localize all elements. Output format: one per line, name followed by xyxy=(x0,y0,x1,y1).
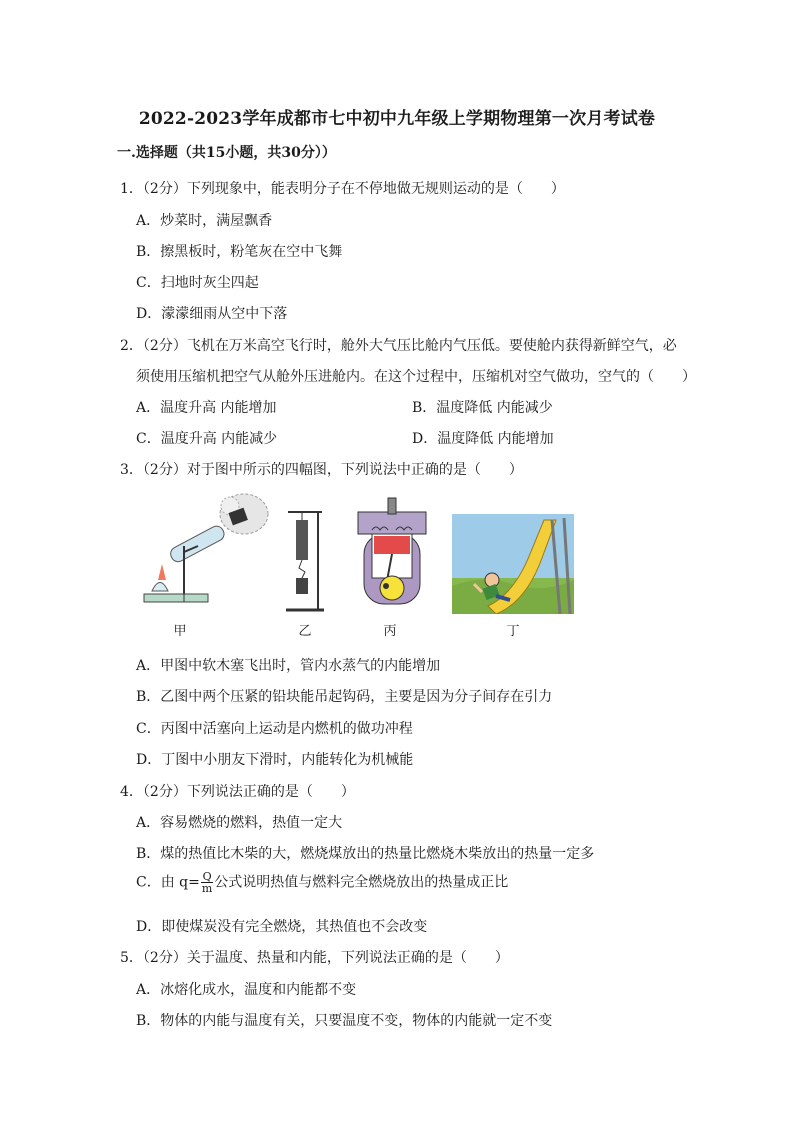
figure-ding-slide xyxy=(452,514,574,614)
question-3-option-b: B．乙图中两个压紧的铅块能吊起钩码，主要是因为分子间存在引力 xyxy=(136,689,553,705)
option-c-suffix: 公式说明热值与燃料完全燃烧放出的热量成正比 xyxy=(214,874,509,891)
option-c-prefix: C．由 q= xyxy=(136,874,200,891)
figure-label-ding: 丁 xyxy=(506,624,520,639)
question-2-option-a: A．温度升高 内能增加 xyxy=(136,400,277,416)
figure-bing-engine xyxy=(352,494,432,614)
question-3-option-a: A．甲图中软木塞飞出时，管内水蒸气的内能增加 xyxy=(136,658,441,674)
question-1-option-b: B．擦黑板时，粉笔灰在空中飞舞 xyxy=(136,244,343,260)
figure-yi-lead-blocks xyxy=(282,506,328,614)
question-4-option-c xyxy=(136,871,508,894)
question-5-option-b: B．物体的内能与温度有关，只要温度不变，物体的内能就一定不变 xyxy=(136,1013,553,1029)
question-4-option-b: B．煤的热值比木柴的大，燃烧煤放出的热量比燃烧木柴放出的热量一定多 xyxy=(136,846,595,862)
question-4-option-d: D．即使煤炭没有完全燃烧，其热值也不会改变 xyxy=(136,919,428,935)
question-2-option-d: D．温度降低 内能增加 xyxy=(412,431,554,447)
question-1-option-d: D．濛濛细雨从空中下落 xyxy=(136,306,288,322)
question-2-stem-line-2: 须使用压缩机把空气从舱外压进舱内。在这个过程中，压缩机对空气做功，空气的（ ） xyxy=(136,369,696,385)
question-4-stem: 4．（2分）下列说法正确的是（ ） xyxy=(120,784,355,800)
fraction-denominator: m xyxy=(201,882,213,895)
exam-title: 2022-2023学年成都市七中初中九年级上学期物理第一次月考试卷 xyxy=(138,109,656,129)
question-1-stem: 1．（2分）下列现象中，能表明分子在不停地做无规则运动的是（ ） xyxy=(120,181,565,197)
question-3-option-c: C．丙图中活塞向上运动是内燃机的做功冲程 xyxy=(136,721,413,737)
question-5-stem: 5．（2分）关于温度、热量和内能，下列说法正确的是（ ） xyxy=(120,950,509,966)
figure-label-yi: 乙 xyxy=(298,624,312,639)
question-2-option-b: B．温度降低 内能减少 xyxy=(412,400,553,416)
figure-label-bing: 丙 xyxy=(383,624,397,639)
figure-label-jia: 甲 xyxy=(173,624,187,639)
question-5-option-a: A．冰熔化成水，温度和内能都不变 xyxy=(136,982,357,998)
figure-jia-test-tube xyxy=(138,488,273,613)
question-1-option-c: C．扫地时灰尘四起 xyxy=(136,275,259,291)
section-heading: 一.选择题（共15小题，共30分）） xyxy=(117,145,336,161)
question-2-stem-line-1: 2．（2分）飞机在万米高空飞行时，舱外大气压比舱内气压低。要使舱内获得新鲜空气，必 xyxy=(120,338,677,354)
fraction-numerator: Q xyxy=(202,870,212,883)
question-2-option-c: C．温度升高 内能减少 xyxy=(136,431,278,447)
question-4-option-a: A．容易燃烧的燃料，热值一定大 xyxy=(136,815,343,831)
question-3-option-d: D．丁图中小朋友下滑时，内能转化为机械能 xyxy=(136,752,414,768)
heat-value-fraction xyxy=(201,871,213,894)
question-3-stem: 3．（2分）对于图中所示的四幅图，下列说法中正确的是（ ） xyxy=(120,462,523,478)
question-1-option-a: A．炒菜时，满屋飘香 xyxy=(136,213,273,229)
